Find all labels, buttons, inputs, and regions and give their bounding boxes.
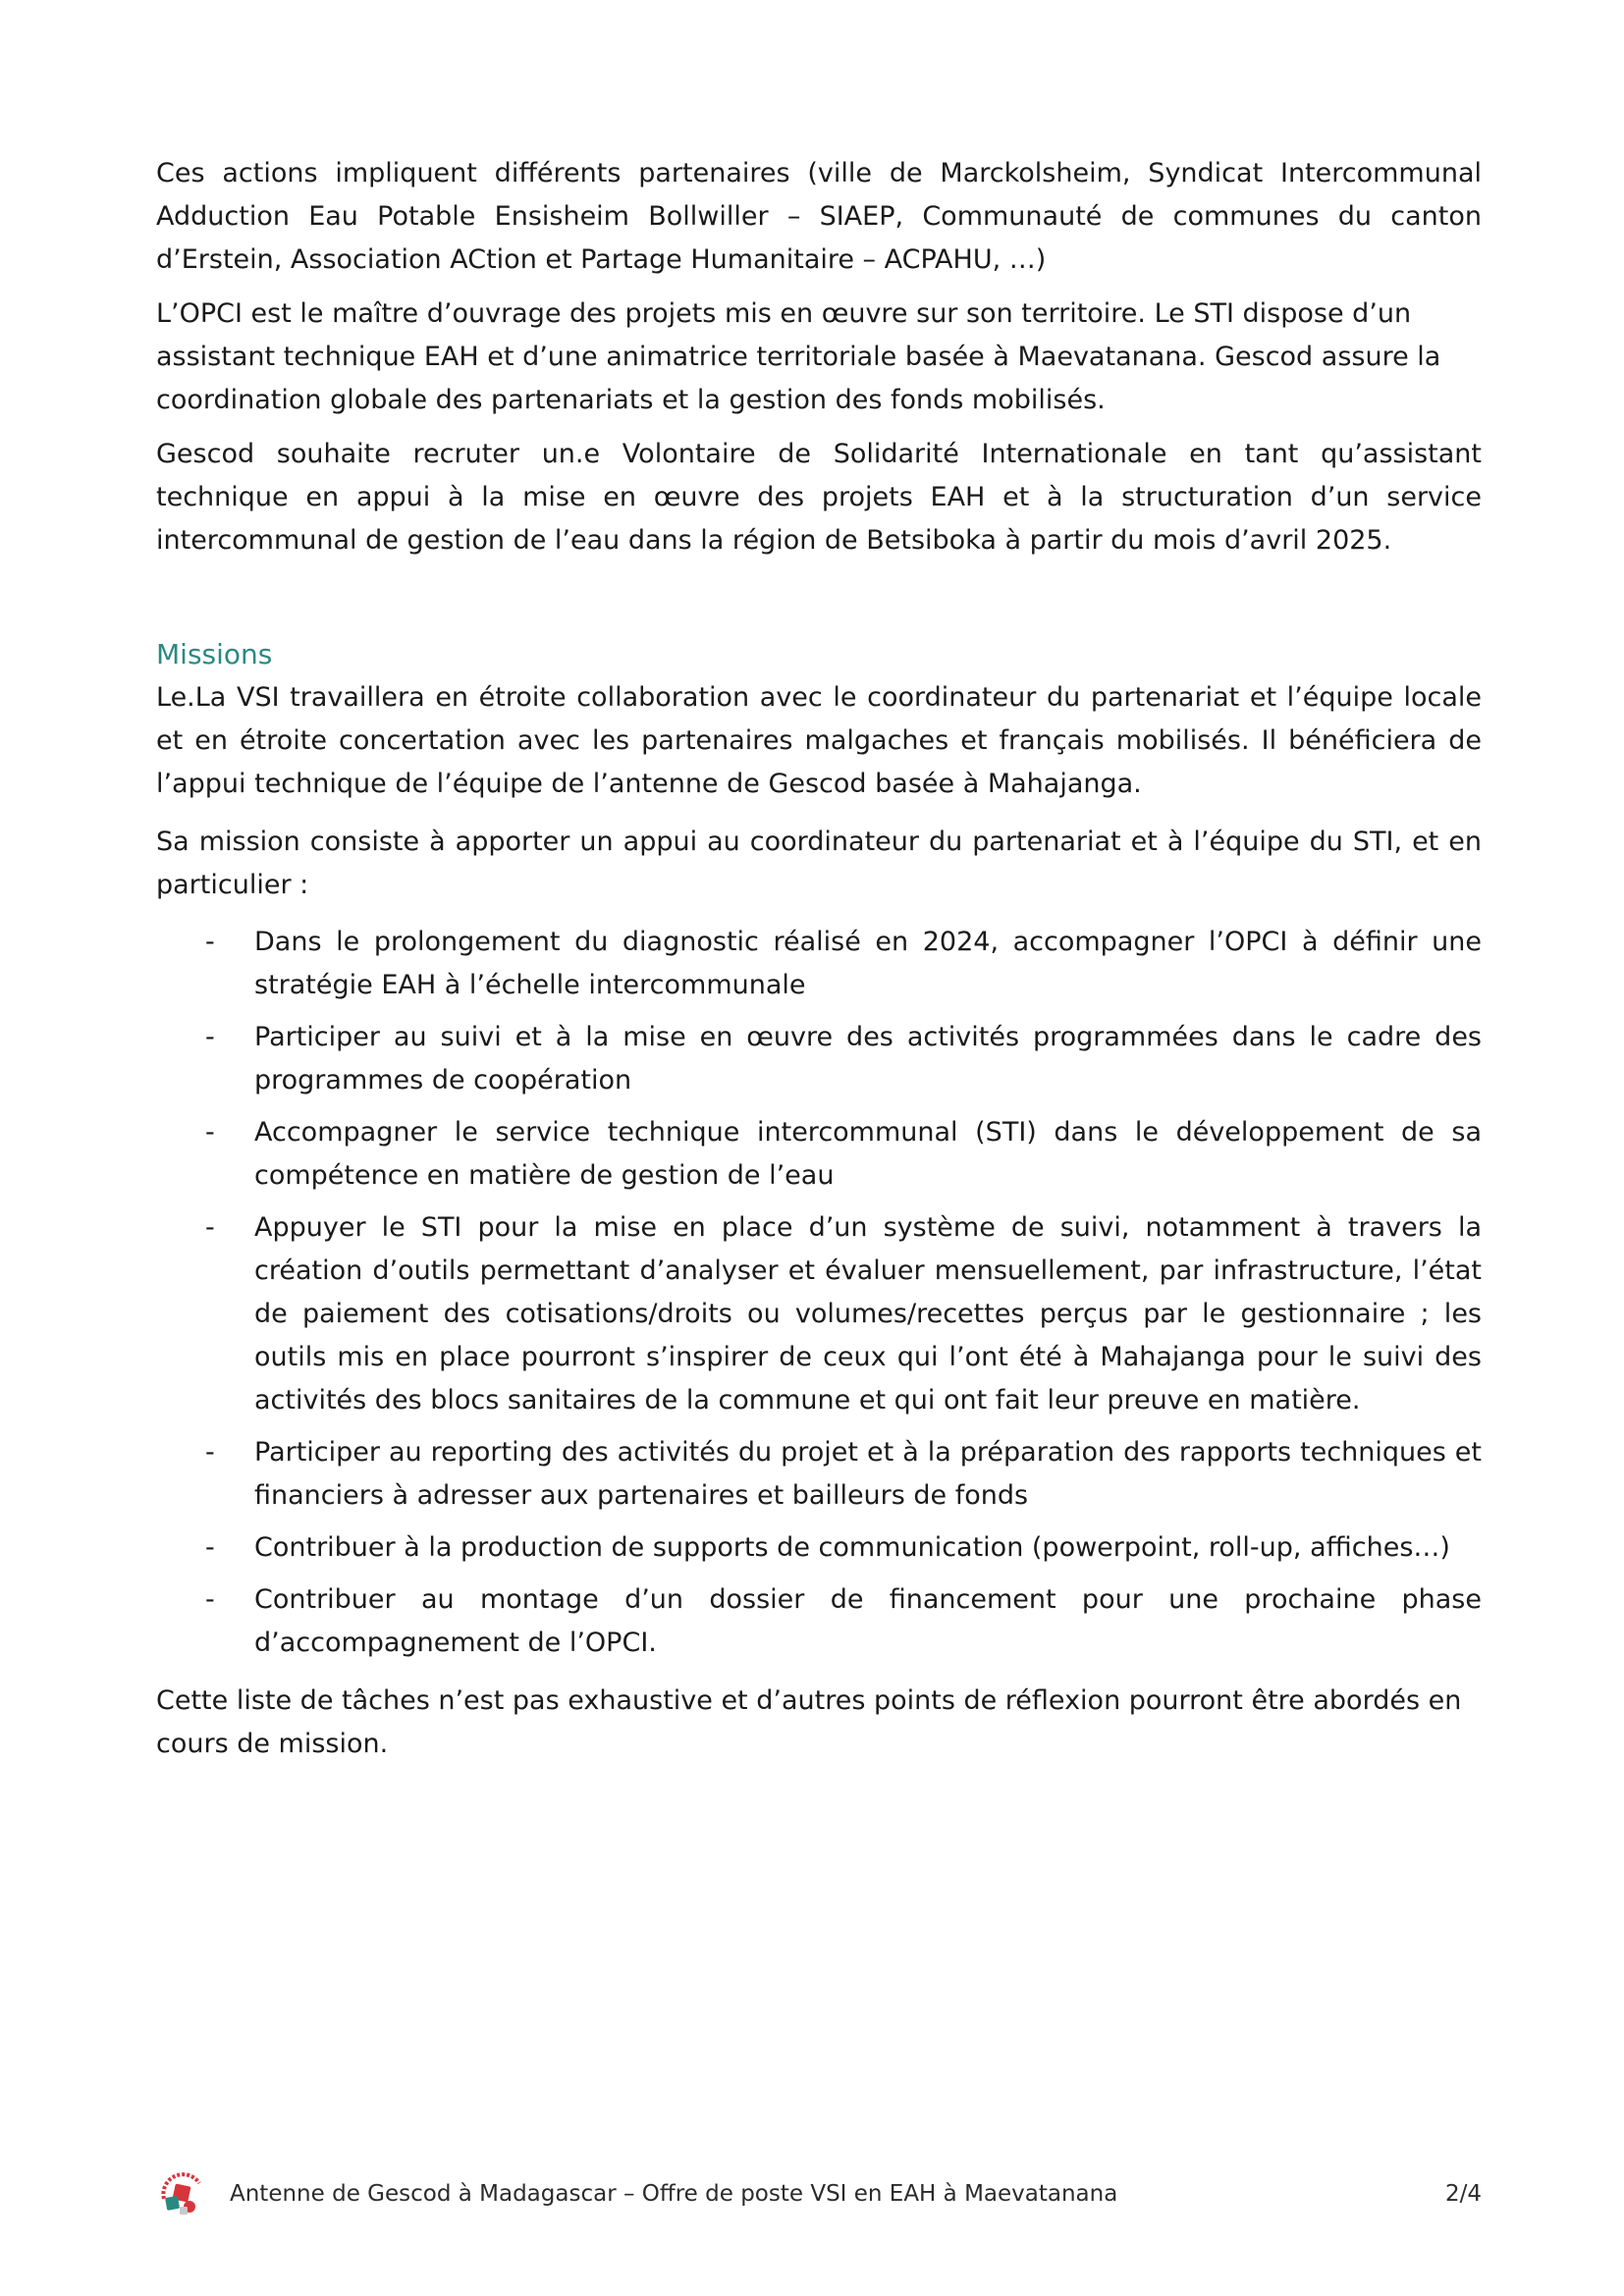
list-item-text: Participer au reporting des activités du projet et à la préparation des rapports techniques et financiers à adresser aux partenaires et bailleurs de fonds <box>254 1437 1482 1511</box>
dash-marker: - <box>205 927 215 957</box>
list-item-text: Accompagner le service technique intercommunal (STI) dans le développement de sa compétence en matière de gestion de l’eau <box>254 1117 1482 1191</box>
list-item-text: Dans le prolongement du diagnostic réalisé en 2024, accompagner l’OPCI à définir une stratégie EAH à l’échelle intercommunale <box>254 927 1482 1000</box>
dash-marker: - <box>205 1437 215 1468</box>
intro-paragraph-3: Gescod souhaite recruter un.e Volontaire de Solidarité Internationale en tant qu’assistant technique en appui à la mise en œuvre des projets EAH et à la structuration d’un service intercommunal de gestion de l’eau dans la région de Betsiboka à partir du mois d’avril 2025. <box>156 439 1482 556</box>
intro-paragraph-1: Ces actions impliquent différents partenaires (ville de Marckolsheim, Syndicat Intercommunal Adduction Eau Potable Ensisheim Bollwiller – SIAEP, Communauté de communes du canton d’Erstein, Association ACtion et Partage Humanitaire – ACPAHU, …) <box>156 158 1482 275</box>
list-item <box>156 921 1482 1007</box>
dash-marker: - <box>205 1117 215 1148</box>
missions-list <box>156 921 1482 1665</box>
list-item <box>156 1206 1482 1422</box>
document-body <box>156 152 1482 1766</box>
list-item-text: Contribuer à la production de supports de communication (powerpoint, roll-up, affiches…) <box>254 1532 1450 1563</box>
page-number: 2/4 <box>1444 2181 1482 2207</box>
list-item-text: Appuyer le STI pour la mise en place d’un système de suivi, notamment à travers la création d’outils permettant d’analyser et évaluer mensuellement, par infrastructure, l’état de paiement des cotisations/droits ou volumes/recettes perçus par le gestionnaire ; les outils mis en place pourront s’inspirer de ceux qui l’ont été à Mahajanga pour le suivi des activités des blocs sanitaires de la commune et qui ont fait leur preuve en matière. <box>254 1212 1482 1415</box>
missions-paragraph-1: Le.La VSI travaillera en étroite collaboration avec le coordinateur du partenariat et l’équipe locale et en étroite concertation avec les partenaires malgaches et français mobilisés. Il bénéficiera de l’appui technique de l’équipe de l’antenne de Gescod basée à Mahajanga. <box>156 682 1482 799</box>
page-footer <box>156 2169 1482 2228</box>
missions-paragraph-2: Sa mission consiste à apporter un appui au coordinateur du partenariat et à l’équipe du STI, et en particulier : <box>156 827 1482 900</box>
footer-text: Antenne de Gescod à Madagascar – Offre de poste VSI en EAH à Maevatanana <box>230 2181 1118 2207</box>
list-item <box>156 1431 1482 1518</box>
dash-marker: - <box>205 1022 215 1052</box>
dash-marker: - <box>205 1532 215 1563</box>
list-item <box>156 1111 1482 1198</box>
closing-paragraph: Cette liste de tâches n’est pas exhaustive et d’autres points de réflexion pourront être abordés en cours de mission. <box>156 1685 1462 1759</box>
list-item <box>156 1016 1482 1102</box>
dash-marker: - <box>205 1584 215 1615</box>
missions-heading: Missions <box>156 638 273 670</box>
intro-paragraph-2: L’OPCI est le maître d’ouvrage des projets mis en œuvre sur son territoire. Le STI dispose d’un assistant technique EAH et d’une animatrice territoriale basée à Maevatanana. Gescod assure la coordination globale des partenariats et la gestion des fonds mobilisés. <box>156 298 1441 415</box>
list-item-text: Participer au suivi et à la mise en œuvre des activités programmées dans le cadre des programmes de coopération <box>254 1022 1482 1095</box>
madagascar-logo-icon <box>156 2169 209 2222</box>
dash-marker: - <box>205 1212 215 1243</box>
list-item-text: Contribuer au montage d’un dossier de financement pour une prochaine phase d’accompagnement de l’OPCI. <box>254 1584 1482 1658</box>
list-item <box>156 1526 1482 1570</box>
list-item <box>156 1578 1482 1665</box>
